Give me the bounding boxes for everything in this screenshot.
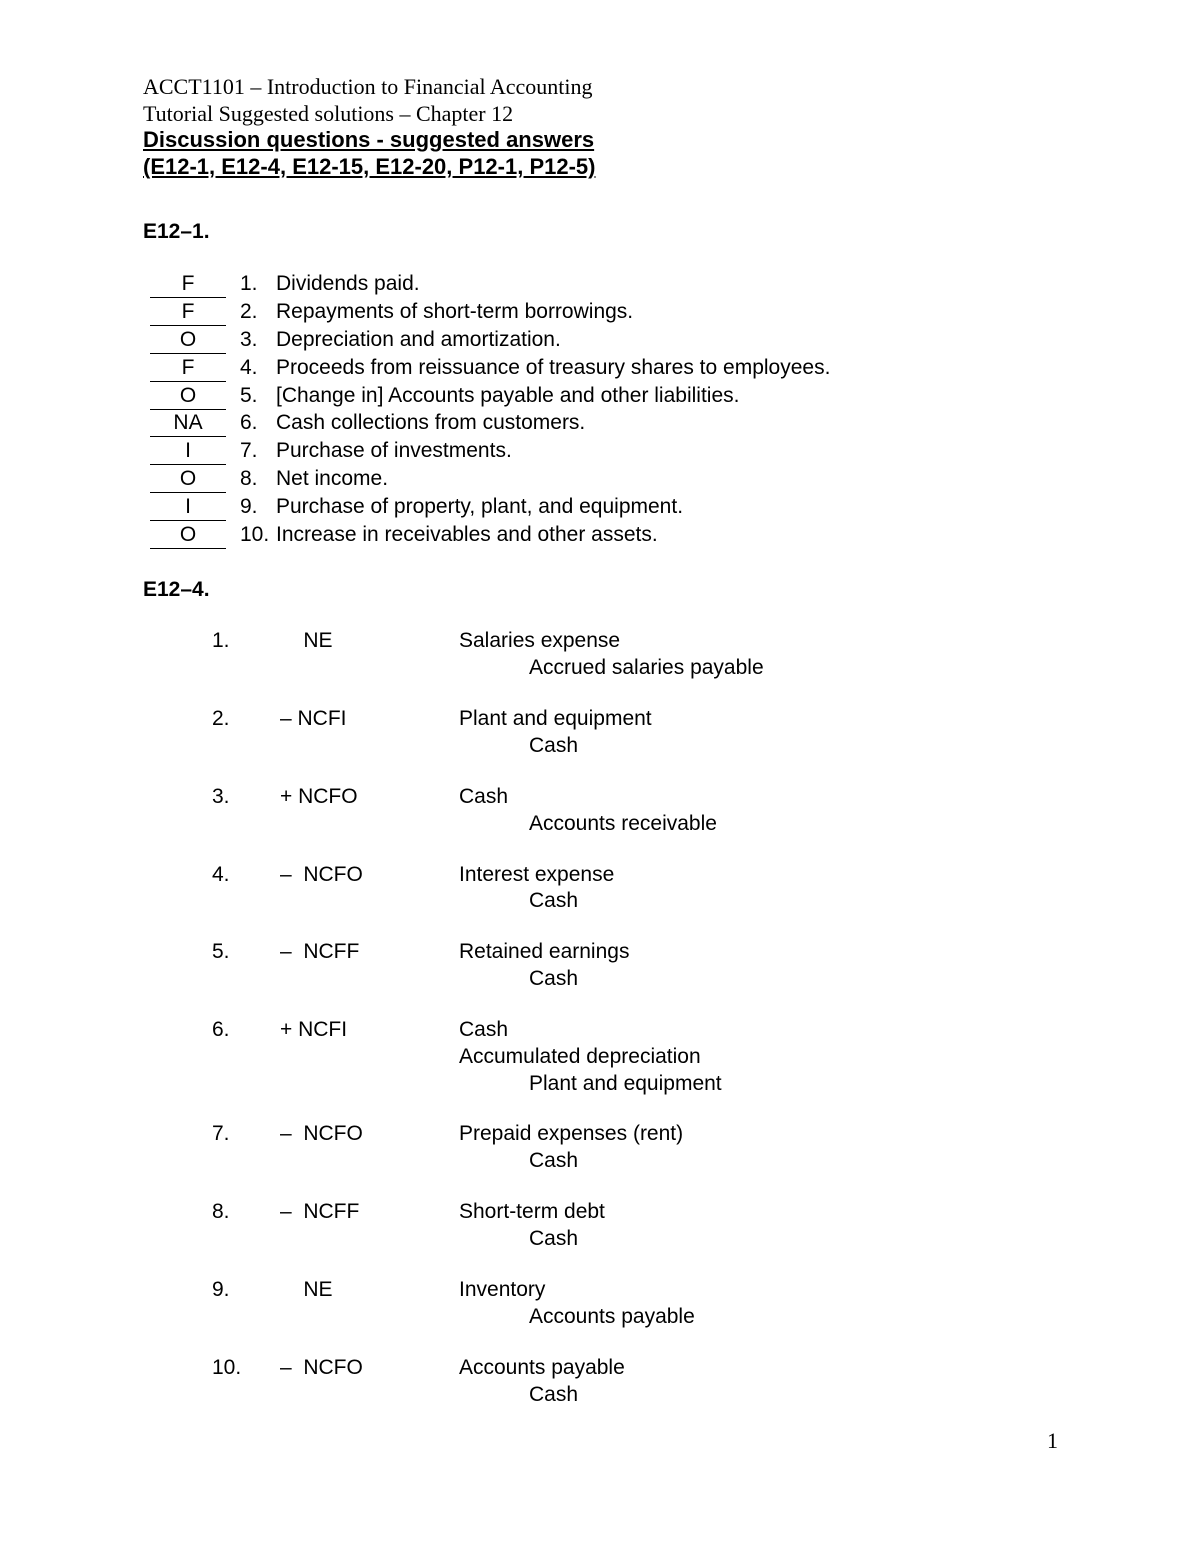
credit-account: Accounts payable: [529, 1305, 695, 1328]
entry-number: 2.: [212, 707, 230, 730]
course-title: ACCT1101 – Introduction to Financial Accounting: [143, 74, 593, 99]
credit-account: Plant and equipment: [529, 1072, 722, 1095]
credit-account: Cash: [529, 1383, 579, 1406]
cash-flow-effect: – NCFF: [280, 1200, 360, 1223]
answer-blank: O: [150, 521, 226, 549]
item-description: Purchase of investments.: [276, 439, 512, 462]
answer-blank: F: [150, 270, 226, 298]
credit-account: Cash: [529, 734, 579, 757]
entry-number: 9.: [212, 1278, 230, 1301]
item-description: Cash collections from customers.: [276, 411, 586, 434]
item-description: Proceeds from reissuance of treasury shares to employees.: [276, 356, 831, 379]
answer-blank: F: [150, 354, 226, 382]
credit-account: Cash: [529, 967, 579, 990]
entry-number: 10.: [212, 1356, 242, 1379]
entry-number: 1.: [212, 629, 230, 652]
credit-account: Accounts receivable: [529, 812, 717, 835]
section-heading: Discussion questions - suggested answers: [143, 127, 595, 152]
cash-flow-effect: + NCFI: [280, 1018, 348, 1041]
debit-account: Short-term debt: [459, 1200, 605, 1223]
credit-account: Cash: [529, 1227, 579, 1250]
debit-account: Cash: [459, 1018, 509, 1041]
cash-flow-effect: – NCFO: [280, 1122, 363, 1145]
credit-account: Cash: [529, 889, 579, 912]
item-number: 7.: [240, 439, 258, 462]
document-subtitle: Tutorial Suggested solutions – Chapter 12: [143, 101, 514, 126]
credit-account: Cash: [529, 1149, 579, 1172]
item-description: Increase in receivables and other assets.: [276, 523, 658, 546]
item-description: [Change in] Accounts payable and other liabilities.: [276, 384, 740, 407]
entry-number: 6.: [212, 1018, 230, 1041]
cash-flow-effect: – NCFO: [280, 863, 363, 886]
credit-account: Accrued salaries payable: [529, 656, 764, 679]
cash-flow-effect: NE: [280, 629, 333, 652]
debit-account: Accounts payable: [459, 1356, 625, 1379]
cash-flow-effect: + NCFO: [280, 785, 358, 808]
answer-blank: I: [150, 493, 226, 521]
item-number: 10.: [240, 523, 270, 546]
debit-account: Interest expense: [459, 863, 615, 886]
item-number: 2.: [240, 300, 258, 323]
debit-account: Prepaid expenses (rent): [459, 1122, 684, 1145]
item-description: Net income.: [276, 467, 389, 490]
item-description: Repayments of short-term borrowings.: [276, 300, 634, 323]
debit-account: Salaries expense: [459, 629, 621, 652]
item-description: Dividends paid.: [276, 272, 420, 295]
item-description: Purchase of property, plant, and equipment.: [276, 495, 684, 518]
cash-flow-effect: – NCFI: [280, 707, 347, 730]
debit-account: Retained earnings: [459, 940, 630, 963]
answer-blank: O: [150, 326, 226, 354]
entry-number: 8.: [212, 1200, 230, 1223]
debit-account: Inventory: [459, 1278, 546, 1301]
cash-flow-effect: – NCFO: [280, 1356, 363, 1379]
cash-flow-effect: – NCFF: [280, 940, 360, 963]
e12-4-title: E12–4.: [143, 578, 210, 601]
entry-number: 4.: [212, 863, 230, 886]
answer-blank: I: [150, 437, 226, 465]
debit-account-secondary: Accumulated depreciation: [459, 1045, 701, 1068]
question-list: (E12-1, E12-4, E12-15, E12-20, P12-1, P12-5): [143, 154, 596, 179]
e12-1-title: E12–1.: [143, 220, 210, 243]
entry-number: 5.: [212, 940, 230, 963]
entry-number: 7.: [212, 1122, 230, 1145]
answer-blank: O: [150, 382, 226, 410]
debit-account: Plant and equipment: [459, 707, 652, 730]
answer-blank: O: [150, 465, 226, 493]
debit-account: Cash: [459, 785, 509, 808]
item-number: 8.: [240, 467, 258, 490]
item-number: 9.: [240, 495, 258, 518]
page-number: 1: [1047, 1428, 1058, 1453]
item-number: 3.: [240, 328, 258, 351]
cash-flow-effect: NE: [280, 1278, 333, 1301]
item-number: 1.: [240, 272, 258, 295]
answer-blank: NA: [150, 409, 226, 437]
item-number: 5.: [240, 384, 258, 407]
answer-blank: F: [150, 298, 226, 326]
item-description: Depreciation and amortization.: [276, 328, 561, 351]
item-number: 4.: [240, 356, 258, 379]
item-number: 6.: [240, 411, 258, 434]
entry-number: 3.: [212, 785, 230, 808]
